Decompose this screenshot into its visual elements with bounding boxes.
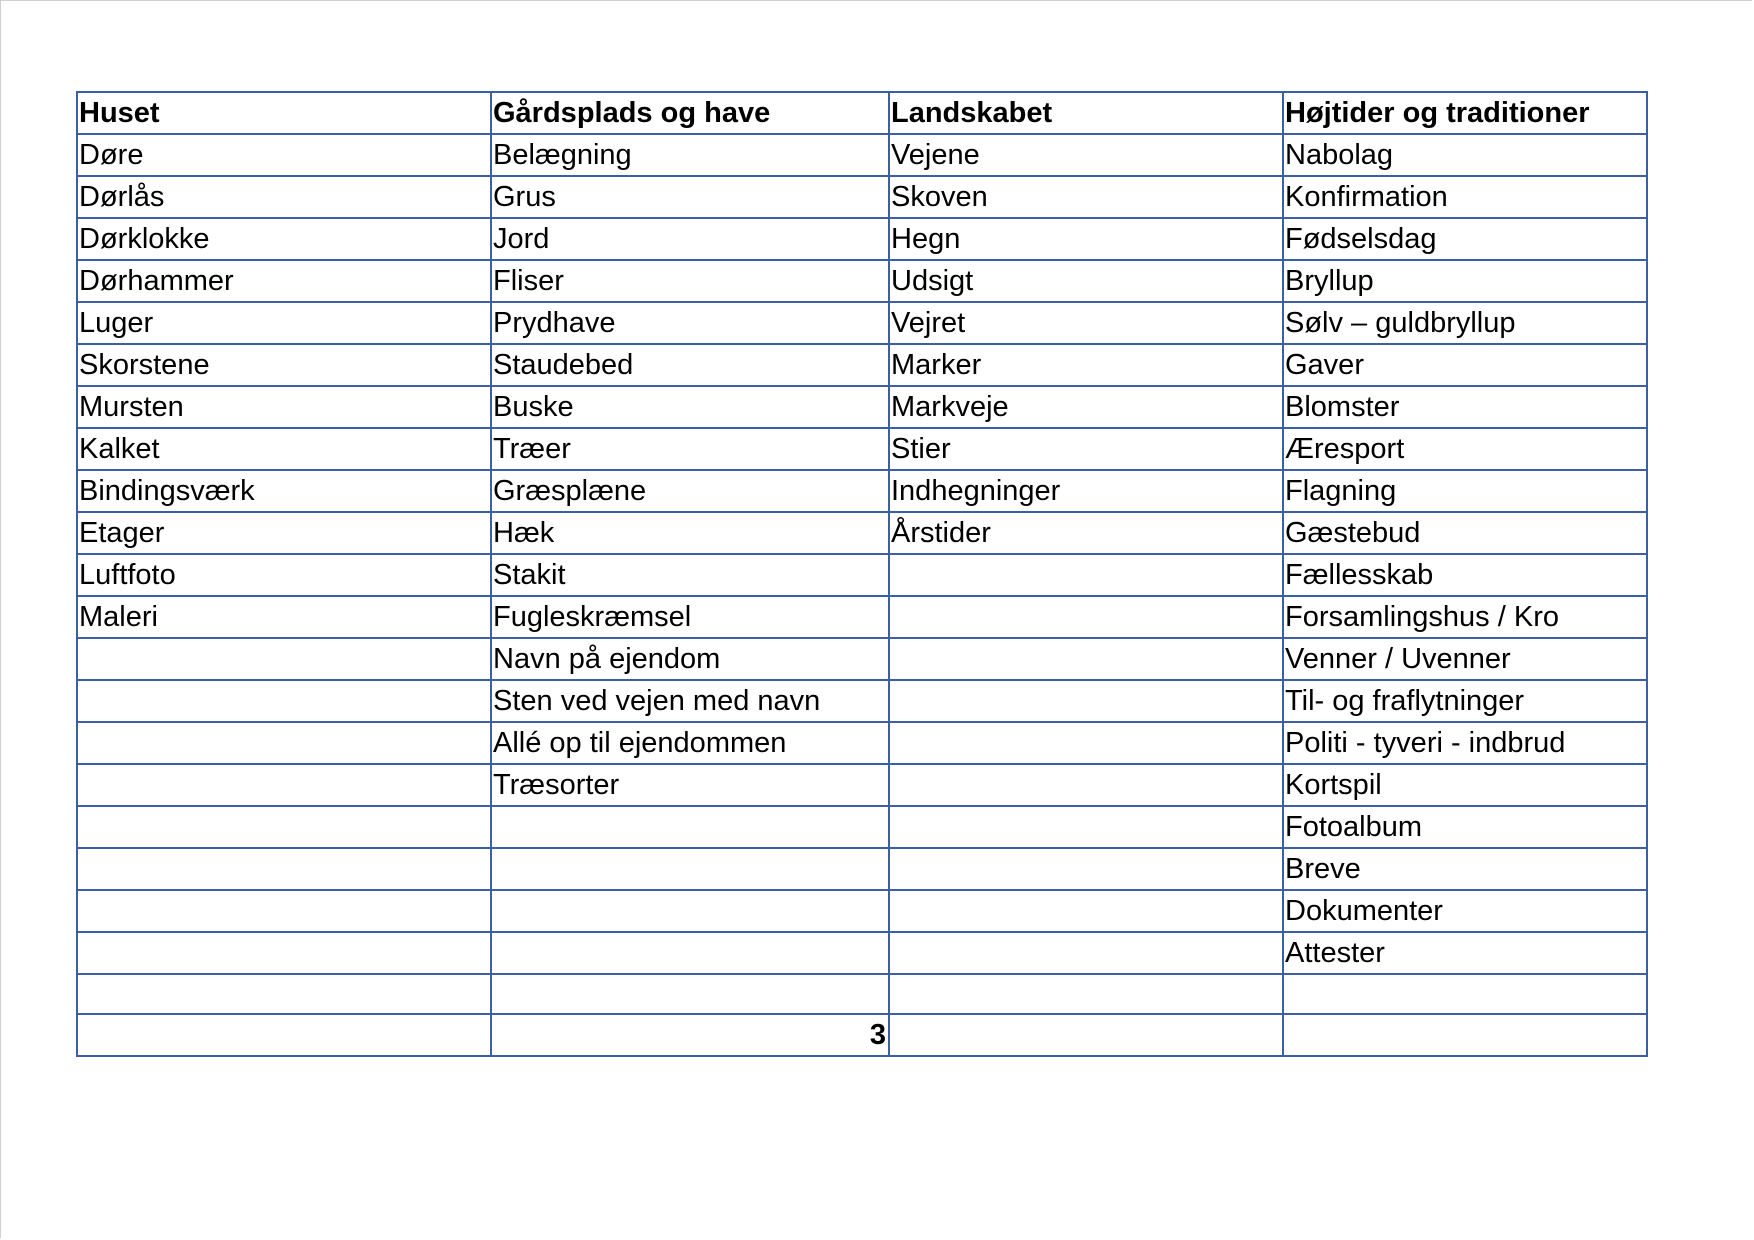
table-cell: Venner / Uvenner bbox=[1283, 638, 1647, 680]
table-cell: Træer bbox=[491, 428, 889, 470]
table-row bbox=[77, 470, 1647, 512]
table-cell: Navn på ejendom bbox=[491, 638, 889, 680]
table-row bbox=[77, 722, 1647, 764]
table-row bbox=[77, 848, 1647, 890]
table-cell: Forsamlingshus / Kro bbox=[1283, 596, 1647, 638]
table-cell: Døre bbox=[77, 134, 491, 176]
table-cell bbox=[77, 764, 491, 806]
header-landskabet: Landskabet bbox=[889, 92, 1283, 134]
table-row bbox=[77, 344, 1647, 386]
table-cell: Indhegninger bbox=[889, 470, 1283, 512]
table-cell bbox=[77, 680, 491, 722]
table-cell: Dørhammer bbox=[77, 260, 491, 302]
table-cell: Skorstene bbox=[77, 344, 491, 386]
table-cell bbox=[889, 890, 1283, 932]
table-cell: Hæk bbox=[491, 512, 889, 554]
table-row bbox=[77, 932, 1647, 974]
table-row bbox=[77, 134, 1647, 176]
header-gardsplads-og-have: Gårdsplads og have bbox=[491, 92, 889, 134]
table-cell: Etager bbox=[77, 512, 491, 554]
table-cell bbox=[491, 932, 889, 974]
table-cell: Æresport bbox=[1283, 428, 1647, 470]
page-number: 3 bbox=[491, 1014, 889, 1056]
table-cell: Stier bbox=[889, 428, 1283, 470]
table-row bbox=[77, 890, 1647, 932]
table-cell: Årstider bbox=[889, 512, 1283, 554]
table-row bbox=[77, 806, 1647, 848]
table-cell: Kortspil bbox=[1283, 764, 1647, 806]
table-cell bbox=[77, 848, 491, 890]
table-row bbox=[77, 428, 1647, 470]
table-cell: Til- og fraflytninger bbox=[1283, 680, 1647, 722]
table-cell: Luftfoto bbox=[77, 554, 491, 596]
table-cell: Jord bbox=[491, 218, 889, 260]
table-cell bbox=[77, 932, 491, 974]
table-cell bbox=[491, 848, 889, 890]
header-huset: Huset bbox=[77, 92, 491, 134]
table-cell bbox=[491, 974, 889, 1014]
table-row bbox=[77, 176, 1647, 218]
table-row bbox=[77, 680, 1647, 722]
topics-table bbox=[76, 91, 1648, 1057]
table-row bbox=[77, 302, 1647, 344]
table-cell: Bryllup bbox=[1283, 260, 1647, 302]
table-cell: Marker bbox=[889, 344, 1283, 386]
table-cell bbox=[77, 974, 491, 1014]
table-cell bbox=[889, 596, 1283, 638]
table-cell: Allé op til ejendommen bbox=[491, 722, 889, 764]
table-cell bbox=[1283, 1014, 1647, 1056]
table-cell: Belægning bbox=[491, 134, 889, 176]
table-cell: Dørlås bbox=[77, 176, 491, 218]
table-cell: Bindingsværk bbox=[77, 470, 491, 512]
table-cell: Udsigt bbox=[889, 260, 1283, 302]
table-cell bbox=[889, 806, 1283, 848]
table-cell: Flagning bbox=[1283, 470, 1647, 512]
table-cell bbox=[77, 890, 491, 932]
table-cell: Luger bbox=[77, 302, 491, 344]
table-cell: Stakit bbox=[491, 554, 889, 596]
table-cell bbox=[889, 680, 1283, 722]
table-row bbox=[77, 386, 1647, 428]
table-row bbox=[77, 764, 1647, 806]
table-cell: Fællesskab bbox=[1283, 554, 1647, 596]
table-cell: Nabolag bbox=[1283, 134, 1647, 176]
table-cell: Dørklokke bbox=[77, 218, 491, 260]
table-footer-row bbox=[77, 1014, 1647, 1056]
table-cell: Vejene bbox=[889, 134, 1283, 176]
table-cell: Vejret bbox=[889, 302, 1283, 344]
table-row bbox=[77, 260, 1647, 302]
table-cell bbox=[889, 722, 1283, 764]
table-cell: Gaver bbox=[1283, 344, 1647, 386]
table-row bbox=[77, 638, 1647, 680]
table-cell: Fødselsdag bbox=[1283, 218, 1647, 260]
table-cell: Sølv – guldbryllup bbox=[1283, 302, 1647, 344]
table-row bbox=[77, 512, 1647, 554]
table-cell: Skoven bbox=[889, 176, 1283, 218]
table-cell: Breve bbox=[1283, 848, 1647, 890]
table-cell: Gæstebud bbox=[1283, 512, 1647, 554]
table-cell bbox=[889, 1014, 1283, 1056]
table-cell: Træsorter bbox=[491, 764, 889, 806]
table-cell: Kalket bbox=[77, 428, 491, 470]
table-cell: Grus bbox=[491, 176, 889, 218]
table-cell: Markveje bbox=[889, 386, 1283, 428]
table-cell: Staudebed bbox=[491, 344, 889, 386]
table-cell: Sten ved vejen med navn bbox=[491, 680, 889, 722]
table-cell bbox=[77, 1014, 491, 1056]
table-cell bbox=[491, 890, 889, 932]
table-cell bbox=[889, 932, 1283, 974]
table-cell bbox=[77, 638, 491, 680]
table-cell: Fliser bbox=[491, 260, 889, 302]
table-cell: Prydhave bbox=[491, 302, 889, 344]
table-cell: Fugleskræmsel bbox=[491, 596, 889, 638]
table-cell bbox=[889, 764, 1283, 806]
table-cell: Maleri bbox=[77, 596, 491, 638]
header-hojtider-og-traditioner: Højtider og traditioner bbox=[1283, 92, 1647, 134]
table-cell bbox=[889, 974, 1283, 1014]
table-row bbox=[77, 974, 1647, 1014]
table-cell: Politi - tyveri - indbrud bbox=[1283, 722, 1647, 764]
table-row bbox=[77, 554, 1647, 596]
table-cell: Hegn bbox=[889, 218, 1283, 260]
table-cell: Mursten bbox=[77, 386, 491, 428]
table-header-row bbox=[77, 92, 1647, 134]
table-cell: Attester bbox=[1283, 932, 1647, 974]
table-row bbox=[77, 596, 1647, 638]
table-cell: Græsplæne bbox=[491, 470, 889, 512]
table-cell bbox=[889, 554, 1283, 596]
table-cell: Konfirmation bbox=[1283, 176, 1647, 218]
table-cell bbox=[1283, 974, 1647, 1014]
table-cell bbox=[77, 806, 491, 848]
table-cell: Fotoalbum bbox=[1283, 806, 1647, 848]
table-cell bbox=[889, 638, 1283, 680]
table-cell: Blomster bbox=[1283, 386, 1647, 428]
table-cell: Buske bbox=[491, 386, 889, 428]
table-cell: Dokumenter bbox=[1283, 890, 1647, 932]
table-body bbox=[77, 134, 1647, 1014]
table-cell bbox=[889, 848, 1283, 890]
table-row bbox=[77, 218, 1647, 260]
table-cell bbox=[77, 722, 491, 764]
table-cell bbox=[491, 806, 889, 848]
